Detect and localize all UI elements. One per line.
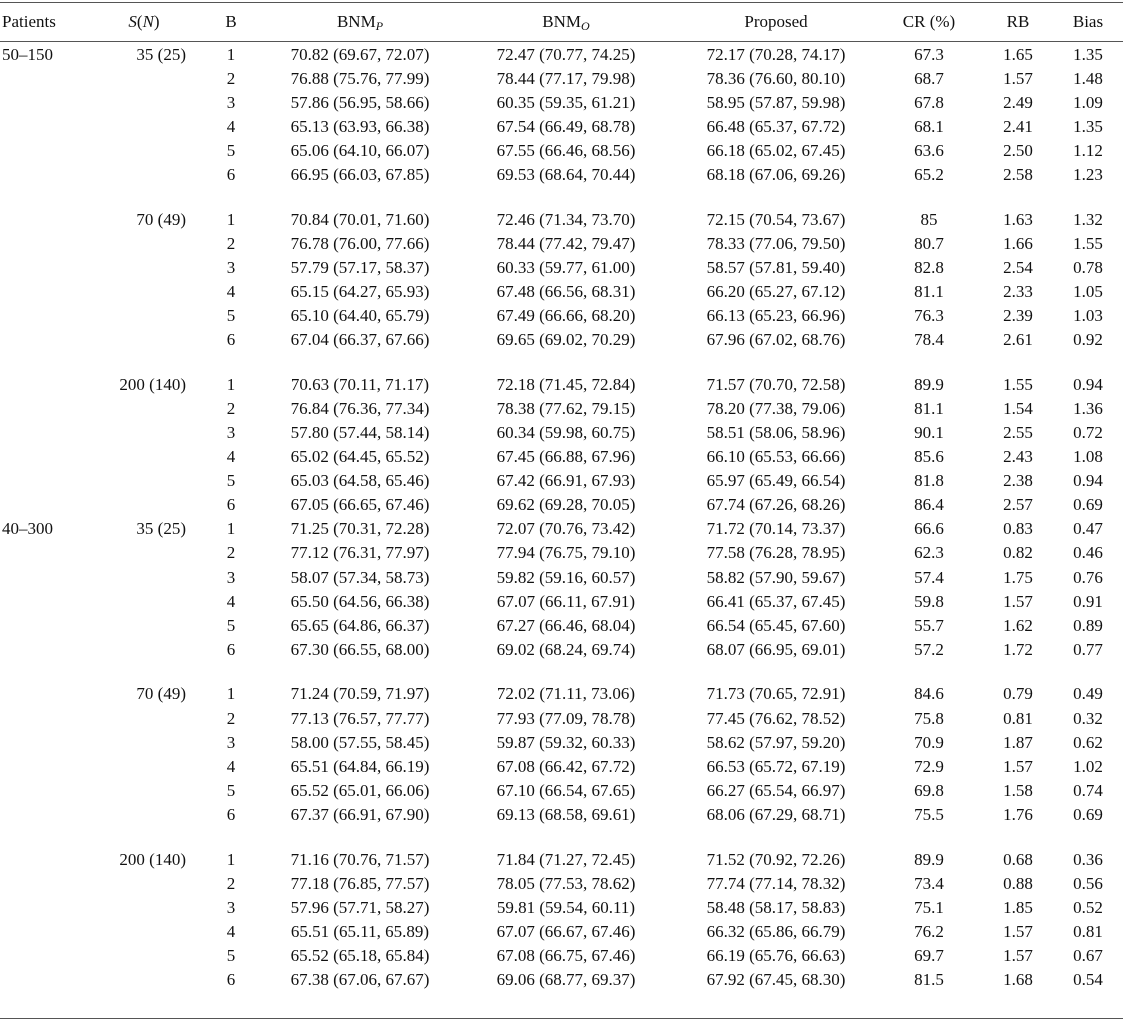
bnm-o-cell: 67.08 (66.42, 67.72) [496,756,636,776]
b-cell: 1 [226,44,236,64]
proposed-cell: 65.97 (65.49, 66.54) [706,471,846,491]
bnm-o-cell: 71.84 (71.27, 72.45) [496,849,636,869]
cr-cell: 69.7 [914,945,944,965]
bnm-p-cell: 58.07 (57.34, 58.73) [290,567,430,587]
bnm-o-cell: 72.07 (70.76, 73.42) [496,519,636,539]
b-cell: 2 [226,68,236,88]
bnm-o-cell: 67.55 (66.46, 68.56) [496,140,636,160]
bias-cell: 1.08 [1073,447,1103,466]
cr-cell: 67.8 [914,92,944,112]
b-cell: 1 [226,849,236,869]
cr-cell: 57.2 [914,639,944,659]
bnm-p-cell: 71.16 (70.76, 71.57) [290,849,430,869]
cr-cell: 67.3 [914,44,944,64]
bnm-p-cell: 77.13 (76.57, 77.77) [290,708,430,728]
proposed-cell: 66.32 (65.86, 66.79) [706,921,846,941]
cr-cell: 65.2 [914,165,944,184]
header-bnm-p-base: BNM [336,12,376,31]
bnm-p-cell: 67.04 (66.37, 67.66) [290,330,430,350]
bnm-p-cell: 65.51 (64.84, 66.19) [290,756,430,776]
rb-cell: 2.57 [1003,495,1033,515]
rb-cell: 0.68 [1003,849,1033,869]
bnm-o-cell: 69.06 (68.77, 69.37) [496,970,636,989]
rb-cell: 1.54 [1003,398,1033,418]
bias-cell: 0.76 [1073,567,1103,587]
rb-cell: 1.58 [1003,780,1033,800]
cr-cell: 72.9 [914,756,944,776]
proposed-cell: 77.58 (76.28, 78.95) [706,543,846,563]
bnm-p-cell: 65.52 (65.01, 66.06) [290,780,430,800]
bnm-o-cell: 69.53 (68.64, 70.44) [496,165,636,184]
proposed-cell: 58.57 (57.81, 59.40) [706,257,846,277]
cr-cell: 84.6 [914,684,944,704]
rb-cell: 2.39 [1003,306,1033,325]
bnm-p-cell: 76.78 (76.00, 77.66) [290,233,430,253]
rb-cell: 2.61 [1003,330,1033,350]
bnm-p-cell: 57.79 (57.17, 58.37) [290,257,430,277]
bias-cell: 0.54 [1073,970,1103,989]
b-cell: 4 [226,281,236,301]
bnm-o-cell: 67.27 (66.46, 68.04) [496,615,636,635]
rb-cell: 0.82 [1003,543,1033,563]
bias-cell: 0.78 [1073,257,1103,277]
bnm-o-cell: 72.47 (70.77, 74.25) [496,44,636,64]
proposed-cell: 66.18 (65.02, 67.45) [706,140,846,160]
bnm-p-cell: 67.38 (67.06, 67.67) [290,970,430,989]
bias-cell: 1.35 [1073,44,1103,64]
header-proposed: Proposed [744,12,808,31]
rb-cell: 2.49 [1003,92,1033,112]
bnm-o-cell: 60.35 (59.35, 61.21) [496,92,636,112]
rb-cell: 2.33 [1003,281,1033,301]
bnm-p-cell: 77.12 (76.31, 77.97) [290,543,430,563]
proposed-cell: 66.20 (65.27, 67.12) [706,281,846,301]
bnm-o-cell: 69.13 (68.58, 69.61) [496,804,636,824]
rb-cell: 1.76 [1003,804,1033,824]
header-bnm-o [466,11,666,33]
proposed-cell: 67.96 (67.02, 68.76) [706,330,846,350]
bias-cell: 0.94 [1073,471,1103,491]
bnm-o-cell: 67.42 (66.91, 67.93) [496,471,636,491]
b-cell: 5 [226,471,236,491]
proposed-cell: 77.74 (77.14, 78.32) [706,873,846,893]
rb-cell: 1.57 [1003,591,1033,611]
bias-cell: 0.81 [1073,921,1103,941]
cr-cell: 80.7 [914,233,944,253]
bnm-o-cell: 78.44 (77.17, 79.98) [496,68,636,88]
header-rule [0,41,1123,42]
proposed-cell: 58.48 (58.17, 58.83) [706,897,846,917]
cr-cell: 57.4 [914,567,944,587]
proposed-cell: 67.74 (67.26, 68.26) [706,495,846,515]
b-cell: 2 [226,873,236,893]
bnm-p-cell: 76.88 (75.76, 77.99) [290,68,430,88]
b-cell: 4 [226,921,236,941]
bnm-p-cell: 66.95 (66.03, 67.85) [290,165,430,184]
rb-cell: 2.50 [1003,140,1033,160]
cr-cell: 90.1 [914,422,944,442]
rb-cell: 2.55 [1003,422,1033,442]
b-cell: 3 [226,567,236,587]
bnm-o-cell: 67.08 (66.75, 67.46) [496,945,636,965]
bnm-p-cell: 65.50 (64.56, 66.38) [290,591,430,611]
bnm-p-cell: 67.30 (66.55, 68.00) [290,639,430,659]
bias-cell: 0.74 [1073,780,1103,800]
header-bnm-p [260,11,460,33]
proposed-cell: 66.27 (65.54, 66.97) [706,780,846,800]
b-cell: 6 [226,165,236,184]
sample-size-cell: 35 (25) [136,519,186,539]
rb-cell: 1.57 [1003,945,1033,965]
rb-cell: 1.68 [1003,970,1033,989]
bias-cell: 0.91 [1073,591,1103,611]
sample-size-cell: 70 (49) [136,209,186,229]
bnm-o-cell: 67.10 (66.54, 67.65) [496,780,636,800]
bnm-p-cell: 70.82 (69.67, 72.07) [290,44,430,64]
b-cell: 6 [226,495,236,515]
header-s-n-s: S [128,12,137,31]
b-cell: 3 [226,897,236,917]
bias-cell: 1.12 [1073,140,1103,160]
sample-size-cell: 35 (25) [136,44,186,64]
b-cell: 1 [226,374,236,394]
bnm-p-cell: 65.10 (64.40, 65.79) [290,306,430,325]
b-cell: 4 [226,591,236,611]
bnm-p-cell: 65.03 (64.58, 65.46) [290,471,430,491]
header-s-n-n: N [142,12,154,31]
bias-cell: 1.32 [1073,209,1103,229]
bias-cell: 0.32 [1073,708,1103,728]
b-cell: 5 [226,140,236,160]
b-cell: 5 [226,945,236,965]
rb-cell: 1.63 [1003,209,1033,229]
patients-cell: 40–300 [2,519,53,539]
b-cell: 2 [226,708,236,728]
rb-cell: 1.57 [1003,68,1033,88]
b-cell: 1 [226,684,236,704]
proposed-cell: 71.72 (70.14, 73.37) [706,519,846,539]
rb-cell: 1.62 [1003,615,1033,635]
bnm-p-cell: 57.80 (57.44, 58.14) [290,422,430,442]
sample-size-cell: 70 (49) [136,684,186,704]
bnm-o-cell: 72.18 (71.45, 72.84) [496,374,636,394]
bnm-o-cell: 77.93 (77.09, 78.78) [496,708,636,728]
bnm-p-cell: 65.65 (64.86, 66.37) [290,615,430,635]
bnm-o-cell: 67.07 (66.11, 67.91) [496,591,636,611]
bias-cell: 1.23 [1073,165,1103,184]
bnm-p-cell: 65.02 (64.45, 65.52) [290,447,430,466]
proposed-cell: 71.52 (70.92, 72.26) [706,849,846,869]
header-s-n [104,11,184,33]
proposed-cell: 72.15 (70.54, 73.67) [706,209,846,229]
b-cell: 4 [226,756,236,776]
bnm-p-cell: 71.25 (70.31, 72.28) [290,519,430,539]
bnm-p-cell: 70.84 (70.01, 71.60) [290,209,430,229]
bias-cell: 0.94 [1073,374,1103,394]
cr-cell: 85 [920,209,938,229]
b-cell: 2 [226,543,236,563]
cr-cell: 81.5 [914,970,944,989]
sample-size-cell: 200 (140) [119,374,186,394]
rb-cell: 0.81 [1003,708,1033,728]
header-bias: Bias [1072,12,1104,31]
b-cell: 5 [226,780,236,800]
b-cell: 4 [226,447,236,466]
proposed-cell: 66.10 (65.53, 66.66) [706,447,846,466]
rb-cell: 1.65 [1003,44,1033,64]
bnm-o-cell: 69.62 (69.28, 70.05) [496,495,636,515]
bias-cell: 0.67 [1073,945,1103,965]
bnm-o-cell: 59.81 (59.54, 60.11) [496,897,636,917]
b-cell: 5 [226,306,236,325]
bnm-o-cell: 60.33 (59.77, 61.00) [496,257,636,277]
bnm-o-cell: 72.46 (71.34, 73.70) [496,209,636,229]
rb-cell: 1.66 [1003,233,1033,253]
bias-cell: 0.56 [1073,873,1103,893]
rb-cell: 2.43 [1003,447,1033,466]
proposed-cell: 71.57 (70.70, 72.58) [706,374,846,394]
bnm-o-cell: 78.05 (77.53, 78.62) [496,873,636,893]
proposed-cell: 66.48 (65.37, 67.72) [706,116,846,136]
proposed-cell: 66.53 (65.72, 67.19) [706,756,846,776]
bnm-p-cell: 65.15 (64.27, 65.93) [290,281,430,301]
bnm-o-cell: 69.02 (68.24, 69.74) [496,639,636,659]
rb-cell: 1.57 [1003,921,1033,941]
bnm-o-cell: 77.94 (76.75, 79.10) [496,543,636,563]
bias-cell: 0.69 [1073,495,1103,515]
bnm-p-cell: 70.63 (70.11, 71.17) [290,374,430,394]
bias-cell: 1.05 [1073,281,1103,301]
bias-cell: 1.55 [1073,233,1103,253]
bnm-o-cell: 60.34 (59.98, 60.75) [496,422,636,442]
bnm-p-cell: 65.51 (65.11, 65.89) [290,921,430,941]
bnm-p-cell: 65.06 (64.10, 66.07) [290,140,430,160]
cr-cell: 75.5 [914,804,944,824]
bias-cell: 1.36 [1073,398,1103,418]
bnm-o-cell: 67.07 (66.67, 67.46) [496,921,636,941]
bnm-o-cell: 69.65 (69.02, 70.29) [496,330,636,350]
proposed-cell: 71.73 (70.65, 72.91) [706,684,846,704]
cr-cell: 63.6 [914,140,944,160]
bias-cell: 1.35 [1073,116,1103,136]
bias-cell: 1.09 [1073,92,1103,112]
cr-cell: 81.1 [914,398,944,418]
bnm-o-cell: 72.02 (71.11, 73.06) [496,684,636,704]
rb-cell: 1.75 [1003,567,1033,587]
bnm-o-cell: 67.45 (66.88, 67.96) [496,447,636,466]
bias-cell: 0.46 [1073,543,1103,563]
bnm-o-cell: 59.87 (59.32, 60.33) [496,732,636,752]
proposed-cell: 78.33 (77.06, 79.50) [706,233,846,253]
proposed-cell: 68.18 (67.06, 69.26) [706,165,846,184]
cr-cell: 86.4 [914,495,944,515]
cr-cell: 75.8 [914,708,944,728]
rb-cell: 2.38 [1003,471,1033,491]
b-cell: 5 [226,615,236,635]
header-rb: RB [1006,12,1030,31]
rb-cell: 0.79 [1003,684,1033,704]
proposed-cell: 66.19 (65.76, 66.63) [706,945,846,965]
proposed-cell: 58.82 (57.90, 59.67) [706,567,846,587]
bias-cell: 0.72 [1073,422,1103,442]
cr-cell: 68.1 [914,116,944,136]
bnm-p-cell: 76.84 (76.36, 77.34) [290,398,430,418]
bnm-p-cell: 57.86 (56.95, 58.66) [290,92,430,112]
proposed-cell: 72.17 (70.28, 74.17) [706,44,846,64]
bnm-p-cell: 71.24 (70.59, 71.97) [290,684,430,704]
b-cell: 3 [226,732,236,752]
cr-cell: 68.7 [914,68,944,88]
header-bnm-p-sub: P [375,19,384,33]
patients-cell: 50–150 [2,44,53,64]
proposed-cell: 58.62 (57.97, 59.20) [706,732,846,752]
b-cell: 6 [226,804,236,824]
proposed-cell: 68.06 (67.29, 68.71) [706,804,846,824]
bias-cell: 0.52 [1073,897,1103,917]
proposed-cell: 78.36 (76.60, 80.10) [706,68,846,88]
rb-cell: 0.88 [1003,873,1033,893]
b-cell: 6 [226,970,236,989]
bias-cell: 0.62 [1073,732,1103,752]
bias-cell: 1.03 [1073,306,1103,325]
bnm-p-cell: 57.96 (57.71, 58.27) [290,897,430,917]
bottom-rule [0,1018,1123,1019]
bnm-o-cell: 78.44 (77.42, 79.47) [496,233,636,253]
bnm-p-cell: 65.52 (65.18, 65.84) [290,945,430,965]
cr-cell: 66.6 [914,519,944,539]
b-cell: 1 [226,519,236,539]
bias-cell: 1.02 [1073,756,1103,776]
proposed-cell: 68.07 (66.95, 69.01) [706,639,846,659]
bias-cell: 0.89 [1073,615,1103,635]
bias-cell: 0.49 [1073,684,1103,704]
top-rule [0,2,1123,3]
proposed-cell: 78.20 (77.38, 79.06) [706,398,846,418]
b-cell: 2 [226,233,236,253]
cr-cell: 89.9 [914,849,944,869]
rb-cell: 0.83 [1003,519,1033,539]
bias-cell: 0.36 [1073,849,1103,869]
rb-cell: 1.57 [1003,756,1033,776]
bnm-p-cell: 58.00 (57.55, 58.45) [290,732,430,752]
rb-cell: 2.54 [1003,257,1033,277]
header-patients: Patients [2,12,56,31]
rb-cell: 1.72 [1003,639,1033,659]
proposed-cell: 58.51 (58.06, 58.96) [706,422,846,442]
bnm-o-cell: 67.48 (66.56, 68.31) [496,281,636,301]
header-b: B [225,12,237,31]
bnm-p-cell: 67.37 (66.91, 67.90) [290,804,430,824]
rb-cell: 2.41 [1003,116,1033,136]
cr-cell: 81.8 [914,471,944,491]
cr-cell: 69.8 [914,780,944,800]
cr-cell: 89.9 [914,374,944,394]
cr-cell: 85.6 [914,447,944,466]
proposed-cell: 77.45 (76.62, 78.52) [706,708,846,728]
b-cell: 6 [226,639,236,659]
cr-cell: 78.4 [914,330,944,350]
rb-cell: 2.58 [1003,165,1033,184]
b-cell: 3 [226,257,236,277]
header-s-n-open: ( [136,12,143,31]
b-cell: 3 [226,422,236,442]
rb-cell: 1.87 [1003,732,1033,752]
bias-cell: 0.47 [1073,519,1103,539]
cr-cell: 55.7 [914,615,944,635]
bias-cell: 1.48 [1073,68,1103,88]
cr-cell: 59.8 [914,591,944,611]
bnm-p-cell: 67.05 (66.65, 67.46) [290,495,430,515]
header-s-n-close: ) [153,12,160,31]
cr-cell: 76.3 [914,306,944,325]
bnm-o-cell: 67.54 (66.49, 68.78) [496,116,636,136]
bnm-p-cell: 77.18 (76.85, 77.57) [290,873,430,893]
proposed-cell: 58.95 (57.87, 59.98) [706,92,846,112]
cr-cell: 82.8 [914,257,944,277]
cr-cell: 75.1 [914,897,944,917]
b-cell: 1 [226,209,236,229]
b-cell: 6 [226,330,236,350]
proposed-cell: 67.92 (67.45, 68.30) [706,970,846,989]
bnm-p-cell: 65.13 (63.93, 66.38) [290,116,430,136]
cr-cell: 76.2 [914,921,944,941]
b-cell: 2 [226,398,236,418]
sample-size-cell: 200 (140) [119,849,186,869]
cr-cell: 62.3 [914,543,944,563]
proposed-cell: 66.13 (65.23, 66.96) [706,306,846,325]
rb-cell: 1.55 [1003,374,1033,394]
bias-cell: 0.92 [1073,330,1103,350]
b-cell: 4 [226,116,236,136]
proposed-cell: 66.54 (65.45, 67.60) [706,615,846,635]
rb-cell: 1.85 [1003,897,1033,917]
bias-cell: 0.77 [1073,639,1103,659]
header-bnm-o-sub: O [581,19,590,33]
bnm-o-cell: 59.82 (59.16, 60.57) [496,567,636,587]
cr-cell: 81.1 [914,281,944,301]
header-bnm-o-base: BNM [542,12,582,31]
bnm-o-cell: 67.49 (66.66, 68.20) [496,306,636,325]
cr-cell: 73.4 [914,873,944,893]
b-cell: 3 [226,92,236,112]
proposed-cell: 66.41 (65.37, 67.45) [706,591,846,611]
bnm-o-cell: 78.38 (77.62, 79.15) [496,398,636,418]
header-cr: CR (%) [902,12,956,31]
cr-cell: 70.9 [914,732,944,752]
bias-cell: 0.69 [1073,804,1103,824]
